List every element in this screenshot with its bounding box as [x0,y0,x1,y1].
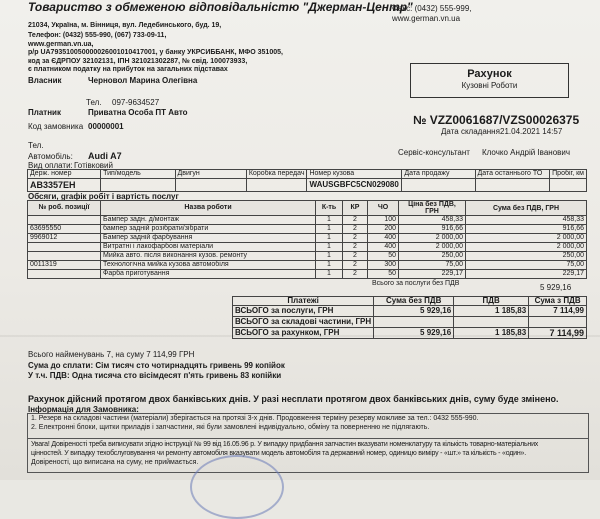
w-qty: 1 [316,252,343,261]
wh-name: Назва роботи [101,201,316,216]
car-value: Audi A7 [88,151,122,161]
vehicle-table-values [28,179,587,192]
w-name: Фарба приготування [101,270,316,279]
wh-pos: № роб. позиції [28,201,101,216]
vv-last-service [475,179,550,192]
w-kr: 2 [343,243,368,252]
invoice-subtitle: Кузовні Роботи [461,81,518,90]
w-name: Витратні і лакофарбові матеріали [101,243,316,252]
info-box [27,413,589,473]
w-kr: 2 [343,270,368,279]
w-price: 250,00 [399,252,466,261]
w-cho: 100 [368,216,399,225]
vh-plate: Держ. номер [28,170,101,179]
works-header [28,201,587,216]
vh-vin: Номер кузова [307,170,402,179]
wh-sum: Сума без ПДВ, ГРН [466,201,587,216]
w-sum: 250,00 [466,252,587,261]
wh-kr: КР [343,201,368,216]
w-price: 2 000,00 [399,243,466,252]
w-qty: 1 [316,243,343,252]
vv-model [101,179,175,192]
w-qty: 1 [316,216,343,225]
w-sum: 2 000,00 [466,234,587,243]
w-price: 458,33 [399,216,466,225]
vehicle-table [27,169,587,192]
company-address: 21034, Україна, м. Вінниця, вул. Ледебинського, буд. 19, [28,22,222,29]
info-p1: 1. Резерв на складові частини (матеріали) зберігається на протязі 3-х днів. Продовження терміну резерву можливе за тел.: 0432 555-990. [31,415,479,422]
w-cho: 50 [368,252,399,261]
table-row [28,261,587,270]
w-kr: 2 [343,225,368,234]
w-kr: 2 [343,234,368,243]
w-name: Мийка авто. після виконання кузов. ремонту [101,252,316,261]
wh-cho: ЧО [368,201,399,216]
tel1-value: 097-9634527 [112,98,160,107]
vh-engine: Двигун [175,170,246,179]
info-p3: Увага! Довіреності треба виписувати згідно інструкції № 99 від 16.05.96 р. У випадку придбання запчастин вказувати номенклатуру та кількість товарно-матеріальних [31,441,539,448]
w-cho: 400 [368,243,399,252]
w-cho: 200 [368,225,399,234]
table-row [28,270,587,279]
owner-label: Власник [28,76,62,85]
w-kr: 2 [343,252,368,261]
s-vat: 1 185,83 [454,306,529,317]
tel1-label: Тел. [86,98,102,107]
paper-fold [0,335,600,337]
w-pos: 9969012 [28,234,101,243]
s-total: 7 114,99 [529,328,587,339]
w-pos [28,243,101,252]
company-web: www.german.vn.ua, [28,41,94,48]
info-p4: цінностей. У випадку техобслуговування чи ремонту автомобіля вказувати модель автомобіля та державний номер, одиницю виміру - «шт.» та кількість - «один». [31,450,526,457]
invoice-title: Рахунок [467,68,512,80]
vh-sale-date: Дата продажу [402,170,475,179]
fax: Факс: (0432) 555-999, [392,4,472,13]
w-pos: 0011319 [28,261,101,270]
w-qty: 1 [316,225,343,234]
vv-plate: AB3357EH [28,179,101,192]
website-right: www.german.vn.ua [392,14,461,23]
totals-line2: Сума до сплати: Сім тисяч сто чотирнадцять гривень 99 копійок [28,361,285,370]
s-sum: 5 929,16 [374,328,454,339]
works-table [27,200,587,279]
vv-sale-date [402,179,475,192]
s-total [529,317,587,328]
info-p2: 2. Електронні блоки, щитки приладів і запчастини, які були замовлені індивідуально, обміну та поверненню не підлягають. [31,424,430,431]
invoice-date: 21.04.2021 14:57 [500,127,563,136]
works-caption: Обсяги, graфік робіт і вартість послуг [28,192,179,201]
order-code-label: Код замовника [28,122,84,131]
payer-label: Платник [28,108,61,117]
w-pos [28,270,101,279]
vh-model: Тип/модель [101,170,175,179]
table-row [233,317,587,328]
w-pos [28,216,101,225]
w-name: Бампер задній фарбування [101,234,316,243]
w-cho: 50 [368,270,399,279]
owner-value: Черновол Марина Олегівна [88,76,198,85]
validity-note: Рахунок дійсний протягом двох банківських днів. У разі несплати протягом двох банківських днів, суму буде змінено. [28,394,559,404]
w-name: Технологічна мийка кузова автомобіля [101,261,316,270]
payment-label: Вид оплати: [28,161,73,170]
w-cho: 300 [368,261,399,270]
summary-table [232,296,587,339]
sh-vat: ПДВ [454,297,529,306]
w-price: 916,66 [399,225,466,234]
table-row [28,252,587,261]
vv-mileage [550,179,587,192]
vv-vin: WAUSGBFC5CN029080 [307,179,402,192]
sh-sum-no-vat: Сума без ПДВ [374,297,454,306]
works-total-value: 5 929,16 [540,283,572,292]
info-divider [28,438,588,439]
order-code-value: 00000001 [88,122,124,131]
vh-mileage: Пробіг, км [550,170,587,179]
w-price: 2 000,00 [399,234,466,243]
company-account: р/р UA793510050000026001010417001, у банку УКРСИББАНК, МФО 351005, [28,49,283,56]
s-label: ВСЬОГО за рахунком, ГРН [233,328,374,339]
w-name: Бампер задн. д/монтаж [101,216,316,225]
s-sum: 5 929,16 [374,306,454,317]
table-row [28,225,587,234]
w-pos: 63695550 [28,225,101,234]
works-total-label: Всього за послуги без ПДВ [372,280,460,287]
vehicle-table-header [28,170,587,179]
invoice-number: № VZZ0061687/VZS00026375 [413,113,580,127]
w-sum: 2 000,00 [466,243,587,252]
w-sum: 75,00 [466,261,587,270]
payer-value: Приватна Особа ПТ Авто [88,108,188,117]
invoice-date-label: Дата складання [441,127,500,136]
s-label: ВСЬОГО за послуги, ГРН [233,306,374,317]
wh-price: Ціна без ПДВ, ГРН [399,201,466,216]
company-name: Товариство з обмеженою відповідальністю "Джерман-Центр" [28,0,413,14]
consultant-value: Клочко Андрій Іванович [482,148,571,157]
s-label: ВСЬОГО за складові частини, ГРН [233,317,374,328]
totals-line1: Всього найменувань 7, на суму 7 114,99 ГРН [28,350,195,359]
w-qty: 1 [316,270,343,279]
vh-last-service: Дата останнього ТО [475,170,550,179]
table-row [28,243,587,252]
summary-header [233,297,587,306]
w-kr: 2 [343,261,368,270]
company-codes: код за ЄДРПОУ 32102131, ІПН 321021302287, № свід. 100073933, [28,58,248,65]
info-p5: Довіреності, що виписана на суму, не приймається. [31,459,199,466]
s-sum [374,317,454,328]
w-sum: 458,33 [466,216,587,225]
wh-qty: К-ть [316,201,343,216]
sh-sum-vat: Сума з ПДВ [529,297,587,306]
s-vat [454,317,529,328]
vh-gearbox: Коробка передач [246,170,307,179]
w-price: 75,00 [399,261,466,270]
w-cho: 400 [368,234,399,243]
s-total: 7 114,99 [529,306,587,317]
company-tax: є платником податку на прибуток на загальних підставах [28,66,228,73]
company-phones: Телефон: (0432) 555-990, (067) 733-09-11, [28,32,167,39]
w-kr: 2 [343,216,368,225]
table-row [233,306,587,317]
w-name: бампер задній розібрати/зібрати [101,225,316,234]
w-sum: 229,17 [466,270,587,279]
table-row [28,234,587,243]
car-label: Автомобіль: [28,152,73,161]
consultant-label: Сервіс-консультант [398,148,470,157]
vv-engine [175,179,246,192]
w-qty: 1 [316,261,343,270]
table-row [28,216,587,225]
tel2-label: Тел. [28,141,44,150]
s-vat: 1 185,83 [454,328,529,339]
invoice-title-box [410,63,569,98]
w-pos [28,252,101,261]
info-title: Інформація для Замовника: [28,405,139,414]
payment-value: Готівковий [74,161,113,170]
w-qty: 1 [316,234,343,243]
stamp-seal [190,455,284,519]
w-sum: 916,66 [466,225,587,234]
totals-line3: У т.ч. ПДВ: Одна тисяча сто вісімдесят п'ять гривень 83 копійки [28,371,282,380]
vv-gearbox [246,179,307,192]
w-price: 229,17 [399,270,466,279]
sh-payments: Платежі [233,297,374,306]
